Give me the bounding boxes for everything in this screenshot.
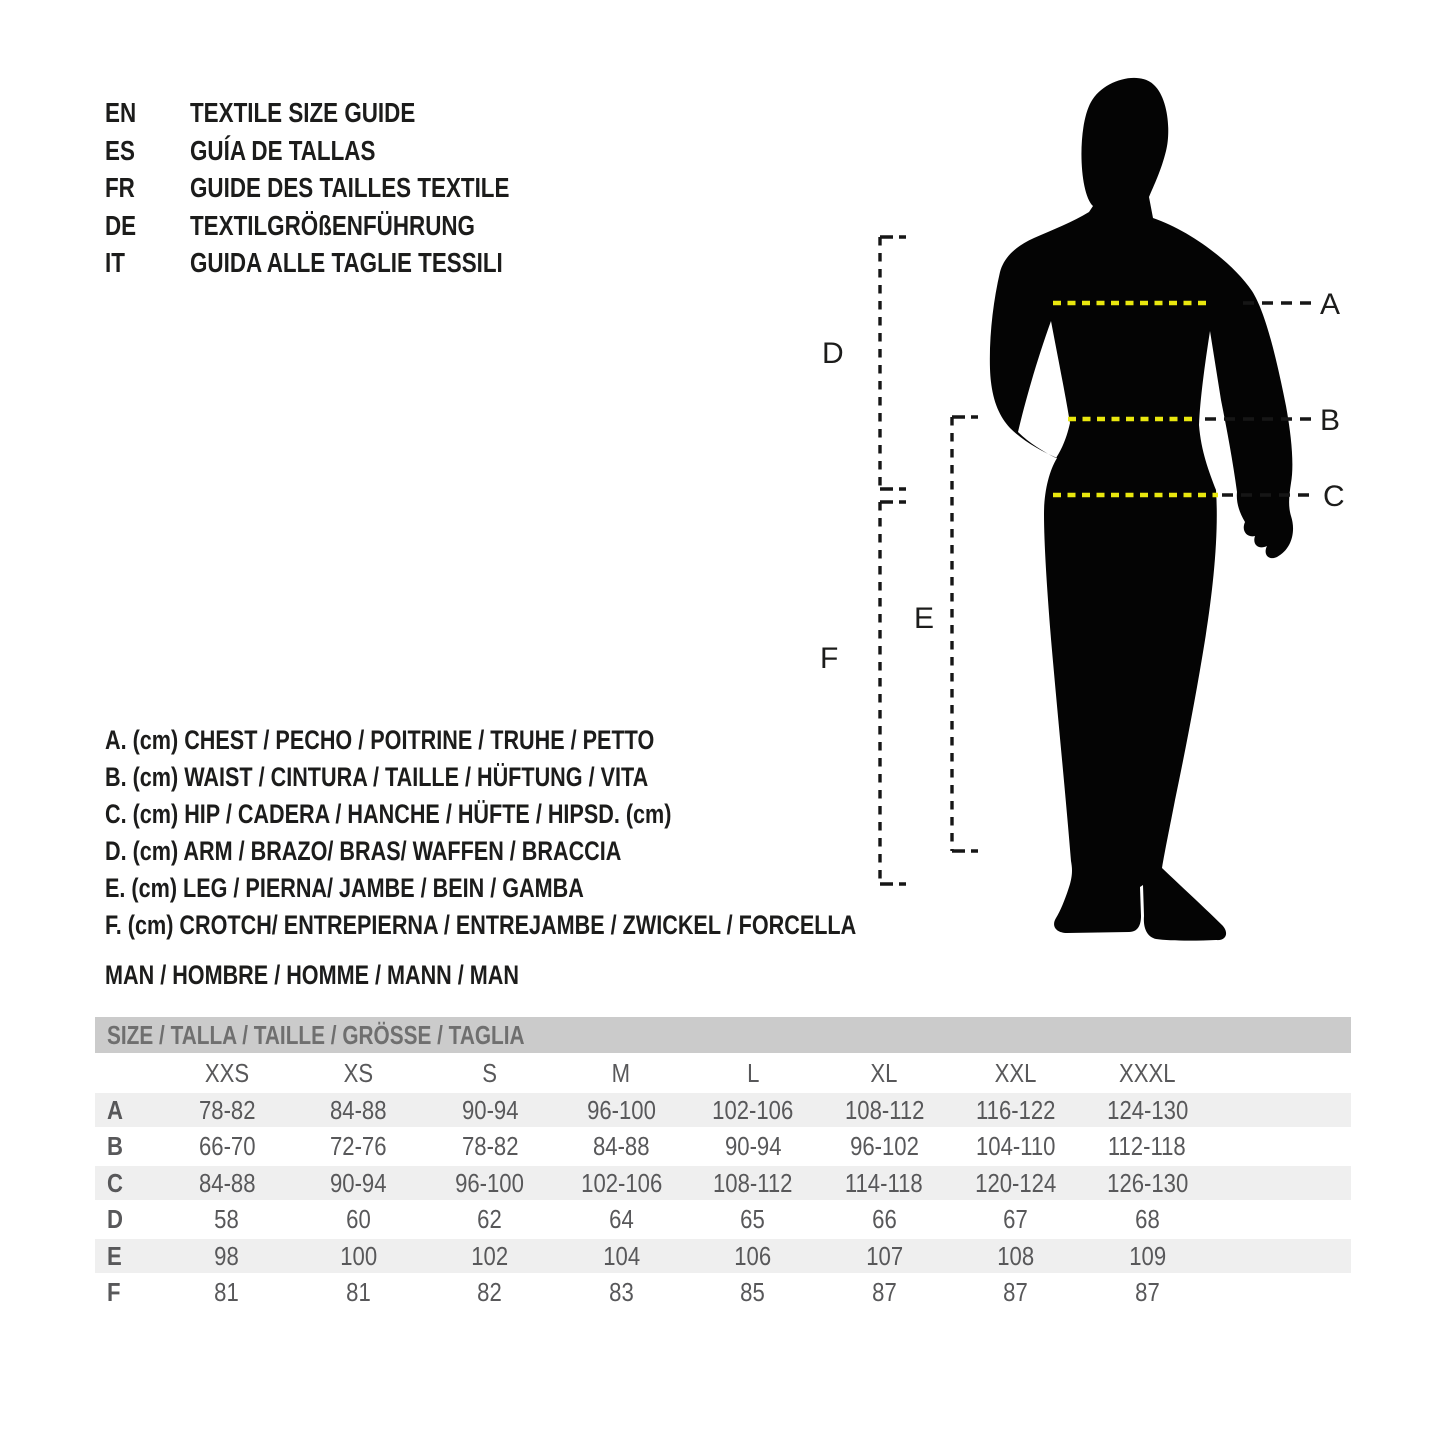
value-cell-text: 84-88 bbox=[198, 1167, 256, 1198]
value-cell-text: 62 bbox=[477, 1204, 503, 1234]
size-column-header-text: XL bbox=[870, 1058, 898, 1088]
value-cell-text: 66-70 bbox=[198, 1131, 256, 1161]
value-cell bbox=[556, 1092, 688, 1129]
value-cell-text: 107 bbox=[865, 1240, 903, 1271]
size-column-header-text: XXL bbox=[994, 1058, 1037, 1088]
marker-label-d: D bbox=[822, 337, 844, 370]
size-column-header bbox=[819, 1055, 951, 1092]
value-cell-text: 104-110 bbox=[976, 1131, 1056, 1161]
language-row bbox=[105, 207, 589, 245]
marker-label-a: A bbox=[1320, 288, 1341, 321]
value-cell-text: 126-130 bbox=[1106, 1167, 1188, 1198]
value-cell-text: 108-112 bbox=[713, 1167, 793, 1198]
value-cell bbox=[293, 1201, 425, 1238]
language-label-text: TEXTILGRÖßENFÜHRUNG bbox=[190, 209, 475, 241]
value-cell-text: 106 bbox=[734, 1240, 772, 1271]
value-cell bbox=[1082, 1128, 1214, 1165]
language-code bbox=[105, 244, 190, 282]
man-silhouette bbox=[990, 78, 1293, 941]
filler-cell bbox=[1213, 1165, 1351, 1202]
size-column-header bbox=[1082, 1055, 1214, 1092]
value-cell bbox=[293, 1238, 425, 1275]
value-cell-text: 87 bbox=[1134, 1277, 1160, 1307]
value-cell bbox=[556, 1238, 688, 1275]
value-cell-text: 82 bbox=[477, 1277, 503, 1307]
size-column-header bbox=[293, 1055, 425, 1092]
row-label-cell bbox=[95, 1201, 161, 1238]
value-cell-text: 98 bbox=[214, 1240, 240, 1271]
gender-line bbox=[105, 957, 622, 994]
value-cell bbox=[556, 1201, 688, 1238]
value-cell-text: 68 bbox=[1134, 1204, 1160, 1234]
filler-cell bbox=[1213, 1201, 1351, 1238]
value-cell-text: 66 bbox=[871, 1204, 897, 1234]
table-row bbox=[95, 1092, 1351, 1129]
value-cell-text: 124-130 bbox=[1106, 1094, 1188, 1125]
language-row bbox=[105, 169, 589, 207]
value-cell-text: 81 bbox=[345, 1277, 371, 1307]
measurement-line-text: D. (cm) ARM / BRAZO/ BRAS/ WAFFEN / BRACCIA bbox=[105, 836, 622, 866]
row-label-cell bbox=[95, 1274, 161, 1311]
size-column-header bbox=[161, 1055, 293, 1092]
value-cell-text: 67 bbox=[1003, 1204, 1029, 1234]
value-cell bbox=[424, 1092, 556, 1129]
value-cell bbox=[819, 1165, 951, 1202]
size-table-header-row bbox=[95, 1055, 1351, 1092]
language-label bbox=[190, 169, 589, 207]
size-table-body bbox=[95, 1055, 1351, 1311]
table-row bbox=[95, 1165, 1351, 1202]
value-cell-text: 114-118 bbox=[845, 1167, 924, 1198]
value-cell bbox=[424, 1238, 556, 1275]
value-cell bbox=[1082, 1092, 1214, 1129]
value-cell-text: 109 bbox=[1128, 1240, 1166, 1271]
marker-label-f: F bbox=[820, 642, 839, 675]
language-label-text: GUÍA DE TALLAS bbox=[190, 134, 376, 166]
value-cell-text: 90-94 bbox=[329, 1167, 387, 1198]
value-cell bbox=[293, 1092, 425, 1129]
value-cell bbox=[424, 1128, 556, 1165]
value-cell bbox=[687, 1165, 819, 1202]
value-cell-text: 87 bbox=[871, 1277, 897, 1307]
row-label-text: B bbox=[107, 1131, 123, 1161]
row-label-cell bbox=[95, 1092, 161, 1129]
value-cell bbox=[1082, 1201, 1214, 1238]
row-label-text: A bbox=[107, 1094, 123, 1125]
value-cell bbox=[424, 1274, 556, 1311]
value-cell-text: 65 bbox=[740, 1204, 766, 1234]
size-column-header-text: XXXL bbox=[1118, 1058, 1176, 1088]
value-cell-text: 58 bbox=[214, 1204, 240, 1234]
measurement-line-text: C. (cm) HIP / CADERA / HANCHE / HÜFTE / HIPSD. (cm) bbox=[105, 799, 672, 829]
value-cell-text: 85 bbox=[740, 1277, 766, 1307]
figure-diagram bbox=[810, 60, 1370, 950]
value-cell-text: 104 bbox=[602, 1240, 640, 1271]
value-cell-text: 84-88 bbox=[329, 1094, 387, 1125]
value-cell bbox=[687, 1092, 819, 1129]
value-cell bbox=[556, 1128, 688, 1165]
marker-label-e: E bbox=[914, 602, 935, 635]
value-cell-text: 108-112 bbox=[844, 1094, 924, 1125]
value-cell bbox=[819, 1092, 951, 1129]
figure-diagram-svg bbox=[810, 60, 1370, 950]
value-cell-text: 102-106 bbox=[712, 1094, 794, 1125]
language-label bbox=[190, 207, 546, 245]
table-row bbox=[95, 1128, 1351, 1165]
value-cell-text: 116-122 bbox=[976, 1094, 1056, 1125]
gender-line-text: MAN / HOMBRE / HOMME / MANN / MAN bbox=[105, 960, 519, 990]
size-column-header-text: XXS bbox=[204, 1058, 249, 1088]
size-table bbox=[95, 1017, 1351, 1311]
value-cell bbox=[161, 1238, 293, 1275]
language-code-text: FR bbox=[105, 172, 135, 204]
size-column-header bbox=[950, 1055, 1082, 1092]
value-cell-text: 83 bbox=[608, 1277, 634, 1307]
value-cell bbox=[950, 1201, 1082, 1238]
filler-cell bbox=[1213, 1238, 1351, 1275]
size-column-header-text: L bbox=[746, 1058, 759, 1088]
value-cell bbox=[161, 1201, 293, 1238]
language-code bbox=[105, 207, 190, 245]
value-cell bbox=[819, 1238, 951, 1275]
measurement-line-text: B. (cm) WAIST / CINTURA / TAILLE / HÜFTUNG / VITA bbox=[105, 762, 649, 792]
measurement-line-text: A. (cm) CHEST / PECHO / POITRINE / TRUHE / PETTO bbox=[105, 725, 655, 755]
language-label bbox=[190, 244, 581, 282]
value-cell bbox=[556, 1274, 688, 1311]
value-cell bbox=[1082, 1165, 1214, 1202]
value-cell bbox=[293, 1274, 425, 1311]
value-cell bbox=[1082, 1238, 1214, 1275]
corner-cell bbox=[95, 1055, 161, 1092]
value-cell bbox=[424, 1201, 556, 1238]
table-row bbox=[95, 1274, 1351, 1311]
row-label-cell bbox=[95, 1165, 161, 1202]
row-label-text: C bbox=[107, 1167, 123, 1198]
row-label-text: D bbox=[107, 1204, 123, 1234]
language-row bbox=[105, 94, 589, 132]
value-cell bbox=[950, 1128, 1082, 1165]
value-cell-text: 112-118 bbox=[1108, 1131, 1187, 1161]
value-cell bbox=[161, 1128, 293, 1165]
value-cell bbox=[819, 1201, 951, 1238]
size-column-header-text: M bbox=[612, 1058, 631, 1088]
value-cell bbox=[161, 1274, 293, 1311]
value-cell-text: 81 bbox=[214, 1277, 240, 1307]
language-label bbox=[190, 94, 472, 132]
table-row bbox=[95, 1238, 1351, 1275]
size-table-title-text: SIZE / TALLA / TAILLE / GRÖSSE / TAGLIA bbox=[107, 1020, 525, 1050]
filler-cell bbox=[1213, 1092, 1351, 1129]
row-label-text: F bbox=[107, 1277, 121, 1307]
value-cell bbox=[293, 1128, 425, 1165]
value-cell-text: 78-82 bbox=[461, 1131, 519, 1161]
value-cell bbox=[687, 1128, 819, 1165]
value-cell-text: 102-106 bbox=[580, 1167, 662, 1198]
value-cell bbox=[687, 1238, 819, 1275]
value-cell bbox=[424, 1165, 556, 1202]
value-cell-text: 96-100 bbox=[586, 1094, 656, 1125]
language-row bbox=[105, 132, 589, 170]
language-row bbox=[105, 244, 589, 282]
row-label-text: E bbox=[107, 1240, 122, 1271]
value-cell-text: 96-100 bbox=[455, 1167, 525, 1198]
row-label-cell bbox=[95, 1128, 161, 1165]
value-cell bbox=[950, 1238, 1082, 1275]
value-cell bbox=[687, 1274, 819, 1311]
size-column-header bbox=[424, 1055, 556, 1092]
value-cell-text: 96-102 bbox=[849, 1131, 919, 1161]
measurement-line-text: F. (cm) CROTCH/ ENTREPIERNA / ENTREJAMBE / ZWICKEL / FORCELLA bbox=[105, 910, 857, 940]
value-cell-text: 90-94 bbox=[724, 1131, 782, 1161]
value-cell-text: 102 bbox=[471, 1240, 509, 1271]
filler-cell bbox=[1213, 1055, 1351, 1092]
value-cell-text: 90-94 bbox=[461, 1094, 519, 1125]
value-cell bbox=[556, 1165, 688, 1202]
filler-cell bbox=[1213, 1274, 1351, 1311]
value-cell bbox=[950, 1274, 1082, 1311]
language-code-text: IT bbox=[105, 247, 125, 279]
language-label-text: TEXTILE SIZE GUIDE bbox=[190, 97, 416, 128]
filler-cell bbox=[1213, 1128, 1351, 1165]
size-column-header-text: XS bbox=[343, 1058, 373, 1088]
language-code-text: DE bbox=[105, 209, 137, 241]
value-cell-text: 72-76 bbox=[329, 1131, 387, 1161]
value-cell-text: 108 bbox=[997, 1240, 1035, 1271]
size-table-title bbox=[95, 1017, 1351, 1053]
language-code-text: ES bbox=[105, 134, 135, 166]
value-cell bbox=[293, 1165, 425, 1202]
value-cell bbox=[1082, 1274, 1214, 1311]
value-cell-text: 100 bbox=[339, 1240, 377, 1271]
language-label bbox=[190, 132, 422, 170]
language-code-text: EN bbox=[105, 97, 137, 128]
value-cell bbox=[950, 1092, 1082, 1129]
marker-label-b: B bbox=[1320, 404, 1341, 437]
value-cell bbox=[161, 1165, 293, 1202]
value-cell bbox=[687, 1201, 819, 1238]
language-code bbox=[105, 169, 190, 207]
language-title-list bbox=[105, 94, 589, 282]
marker-label-c: C bbox=[1323, 480, 1345, 513]
value-cell-text: 60 bbox=[345, 1204, 371, 1234]
language-label-text: GUIDA ALLE TAGLIE TESSILI bbox=[190, 247, 503, 279]
size-column-header bbox=[556, 1055, 688, 1092]
value-cell-text: 78-82 bbox=[198, 1094, 256, 1125]
value-cell-text: 64 bbox=[608, 1204, 634, 1234]
table-row bbox=[95, 1201, 1351, 1238]
language-label-text: GUIDE DES TAILLES TEXTILE bbox=[190, 172, 510, 204]
value-cell bbox=[819, 1128, 951, 1165]
size-column-header bbox=[687, 1055, 819, 1092]
value-cell bbox=[950, 1165, 1082, 1202]
row-label-cell bbox=[95, 1238, 161, 1275]
language-code bbox=[105, 94, 190, 132]
language-code bbox=[105, 132, 190, 170]
size-column-header-text: S bbox=[482, 1058, 498, 1088]
value-cell-text: 84-88 bbox=[592, 1131, 650, 1161]
value-cell bbox=[819, 1274, 951, 1311]
value-cell-text: 120-124 bbox=[975, 1167, 1057, 1198]
measurement-line-text: E. (cm) LEG / PIERNA/ JAMBE / BEIN / GAMBA bbox=[105, 873, 584, 903]
value-cell bbox=[161, 1092, 293, 1129]
value-cell-text: 87 bbox=[1003, 1277, 1029, 1307]
